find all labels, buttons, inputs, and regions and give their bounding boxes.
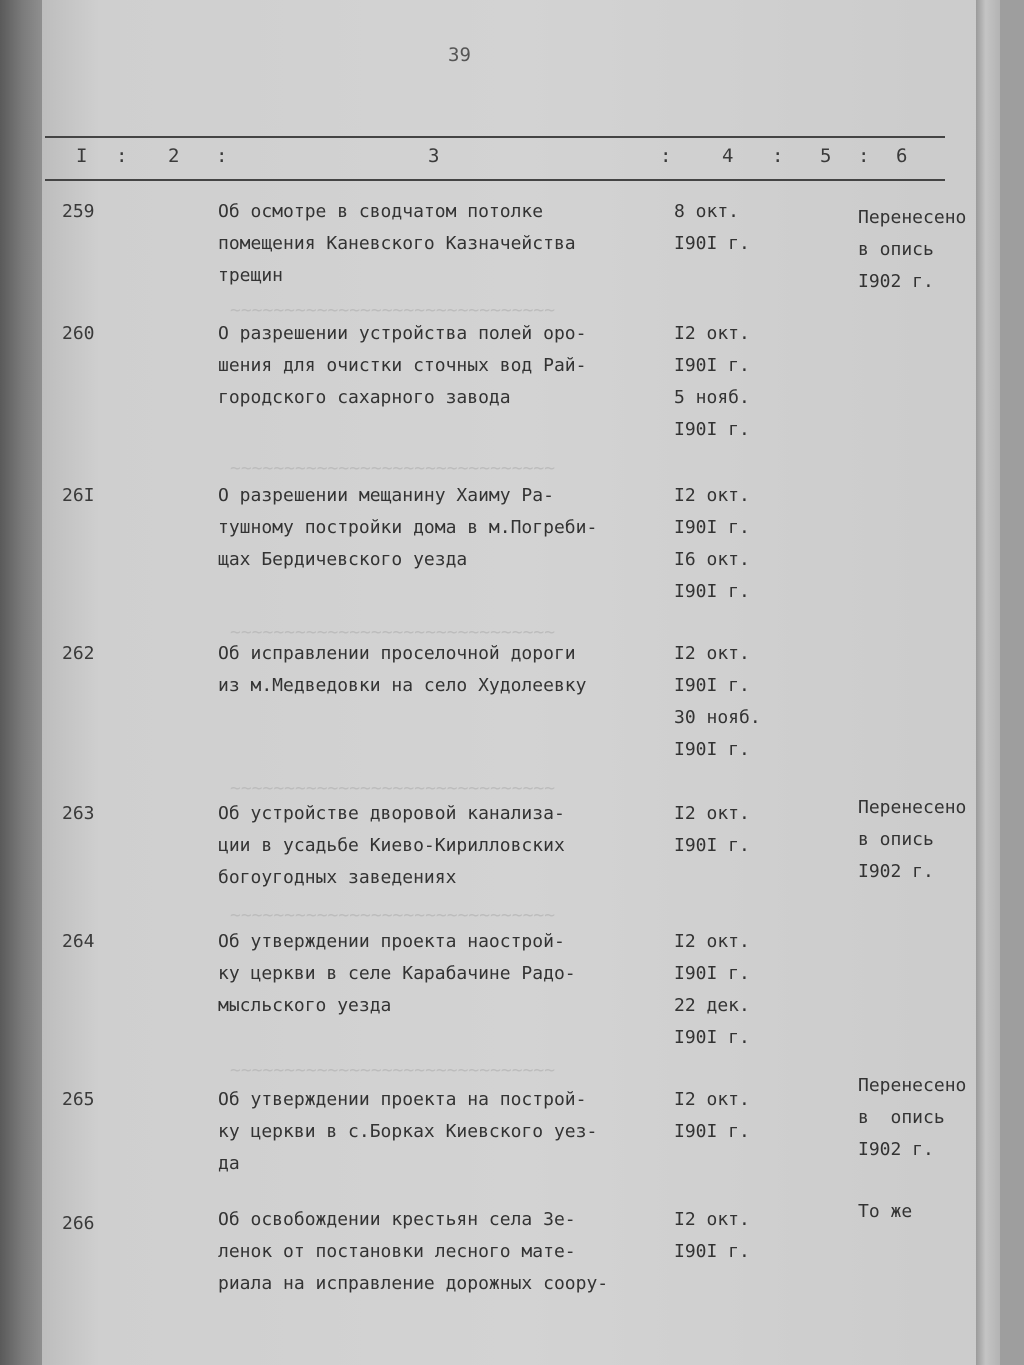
date-line: 5 нояб. (674, 387, 750, 408)
record-dates (674, 926, 784, 1054)
note-line: То же (858, 1201, 913, 1222)
date-line: I90I г. (674, 1241, 750, 1262)
note-line: Перенесено (858, 207, 967, 228)
title-line: трещин (218, 265, 284, 286)
record-number: 26I (62, 485, 95, 506)
note-line: Перенесено (858, 1075, 967, 1096)
date-line: I2 окт. (674, 485, 750, 506)
page-number: 39 (448, 44, 471, 66)
record-title (218, 926, 668, 1022)
note-line: I902 г. (858, 271, 934, 292)
record-note (858, 1196, 988, 1228)
title-line: да (218, 1153, 240, 1174)
title-line: Об осмотре в сводчатом потолке (218, 201, 544, 222)
bleed-through: ~~~~~~~~~~~~~~~~~~~~~~~~~~~~~~ (230, 300, 556, 321)
note-line: в опись (858, 239, 934, 260)
title-line: О разрешении устройства полей оро- (218, 323, 587, 344)
column-separator: : (116, 145, 128, 167)
record-title (218, 196, 668, 292)
title-line: ку церкви в с.Борках Киевского уез- (218, 1121, 598, 1142)
record-title (218, 638, 668, 702)
date-line: I2 окт. (674, 1089, 750, 1110)
title-line: из м.Медведовки на село Худолеевку (218, 675, 587, 696)
record-dates (674, 318, 784, 446)
date-line: I2 окт. (674, 643, 750, 664)
date-line: 8 окт. (674, 201, 740, 222)
record-number: 265 (62, 1089, 95, 1110)
column-separator: : (660, 145, 672, 167)
title-line: городского сахарного завода (218, 387, 511, 408)
record-title (218, 1204, 668, 1300)
title-line: Об утверждении проекта наострой- (218, 931, 565, 952)
date-line: I2 окт. (674, 803, 750, 824)
column-header-1: I (76, 145, 88, 167)
date-line: I2 окт. (674, 1209, 750, 1230)
record-dates (674, 480, 784, 608)
bleed-through: ~~~~~~~~~~~~~~~~~~~~~~~~~~~~~~ (230, 622, 556, 643)
date-line: I90I г. (674, 419, 750, 440)
date-line: I90I г. (674, 963, 750, 984)
record-dates (674, 798, 784, 862)
note-line: в опись (858, 1107, 945, 1128)
record-dates (674, 638, 784, 766)
column-separator: : (772, 145, 784, 167)
record-number: 259 (62, 201, 95, 222)
title-line: риала на исправление дорожных соору- (218, 1273, 609, 1294)
title-line: Об освобождении крестьян села Зе- (218, 1209, 576, 1230)
record-dates (674, 196, 784, 260)
record-number: 263 (62, 803, 95, 824)
title-line: помещения Каневского Казначейства (218, 233, 576, 254)
date-line: 22 дек. (674, 995, 750, 1016)
date-line: I90I г. (674, 355, 750, 376)
bleed-through: ~~~~~~~~~~~~~~~~~~~~~~~~~~~~~~ (230, 1060, 556, 1081)
date-line: I90I г. (674, 835, 750, 856)
column-header-6: 6 (896, 145, 908, 167)
record-title (218, 1084, 668, 1180)
record-title (218, 318, 668, 414)
date-line: I6 окт. (674, 549, 750, 570)
title-line: ку церкви в селе Карабачине Радо- (218, 963, 576, 984)
record-title (218, 798, 668, 894)
column-header-5: 5 (820, 145, 832, 167)
record-title (218, 480, 668, 576)
header-rule-top (45, 136, 945, 138)
column-header-4: 4 (722, 145, 734, 167)
title-line: мысльского уезда (218, 995, 392, 1016)
title-line: шения для очистки сточных вод Рай- (218, 355, 587, 376)
title-line: богоугодных заведениях (218, 867, 457, 888)
book-binding (0, 0, 42, 1365)
column-separator: : (858, 145, 870, 167)
record-dates (674, 1084, 784, 1148)
date-line: I90I г. (674, 1121, 750, 1142)
record-note (858, 792, 988, 888)
date-line: I90I г. (674, 1027, 750, 1048)
title-line: Об устройстве дворовой канализа- (218, 803, 565, 824)
record-number: 264 (62, 931, 95, 952)
date-line: I2 окт. (674, 323, 750, 344)
header-rule-bottom (45, 179, 945, 181)
record-note (858, 202, 988, 298)
note-line: I902 г. (858, 861, 934, 882)
record-dates (674, 1204, 784, 1268)
date-line: I90I г. (674, 517, 750, 538)
record-number: 266 (62, 1213, 95, 1234)
column-separator: : (216, 145, 228, 167)
title-line: ленок от постановки лесного мате- (218, 1241, 576, 1262)
note-line: в опись (858, 829, 934, 850)
title-line: Об утверждении проекта на построй- (218, 1089, 587, 1110)
record-note (858, 1070, 988, 1166)
title-line: тушному постройки дома в м.Погреби- (218, 517, 598, 538)
title-line: Об исправлении проселочной дороги (218, 643, 576, 664)
date-line: I90I г. (674, 581, 750, 602)
date-line: I90I г. (674, 739, 750, 760)
date-line: I90I г. (674, 675, 750, 696)
note-line: Перенесено (858, 797, 967, 818)
column-header-3: 3 (428, 145, 440, 167)
note-line: I902 г. (858, 1139, 934, 1160)
bleed-through: ~~~~~~~~~~~~~~~~~~~~~~~~~~~~~~ (230, 778, 556, 799)
record-number: 260 (62, 323, 95, 344)
record-number: 262 (62, 643, 95, 664)
title-line: щах Бердичевского уезда (218, 549, 468, 570)
title-line: О разрешении мещанину Хаиму Ра- (218, 485, 554, 506)
bleed-through: ~~~~~~~~~~~~~~~~~~~~~~~~~~~~~~ (230, 458, 556, 479)
column-header-2: 2 (168, 145, 180, 167)
bleed-through: ~~~~~~~~~~~~~~~~~~~~~~~~~~~~~~ (230, 905, 556, 926)
date-line: I90I г. (674, 233, 750, 254)
date-line: 30 нояб. (674, 707, 761, 728)
date-line: I2 окт. (674, 931, 750, 952)
title-line: ции в усадьбе Киево-Кирилловских (218, 835, 565, 856)
